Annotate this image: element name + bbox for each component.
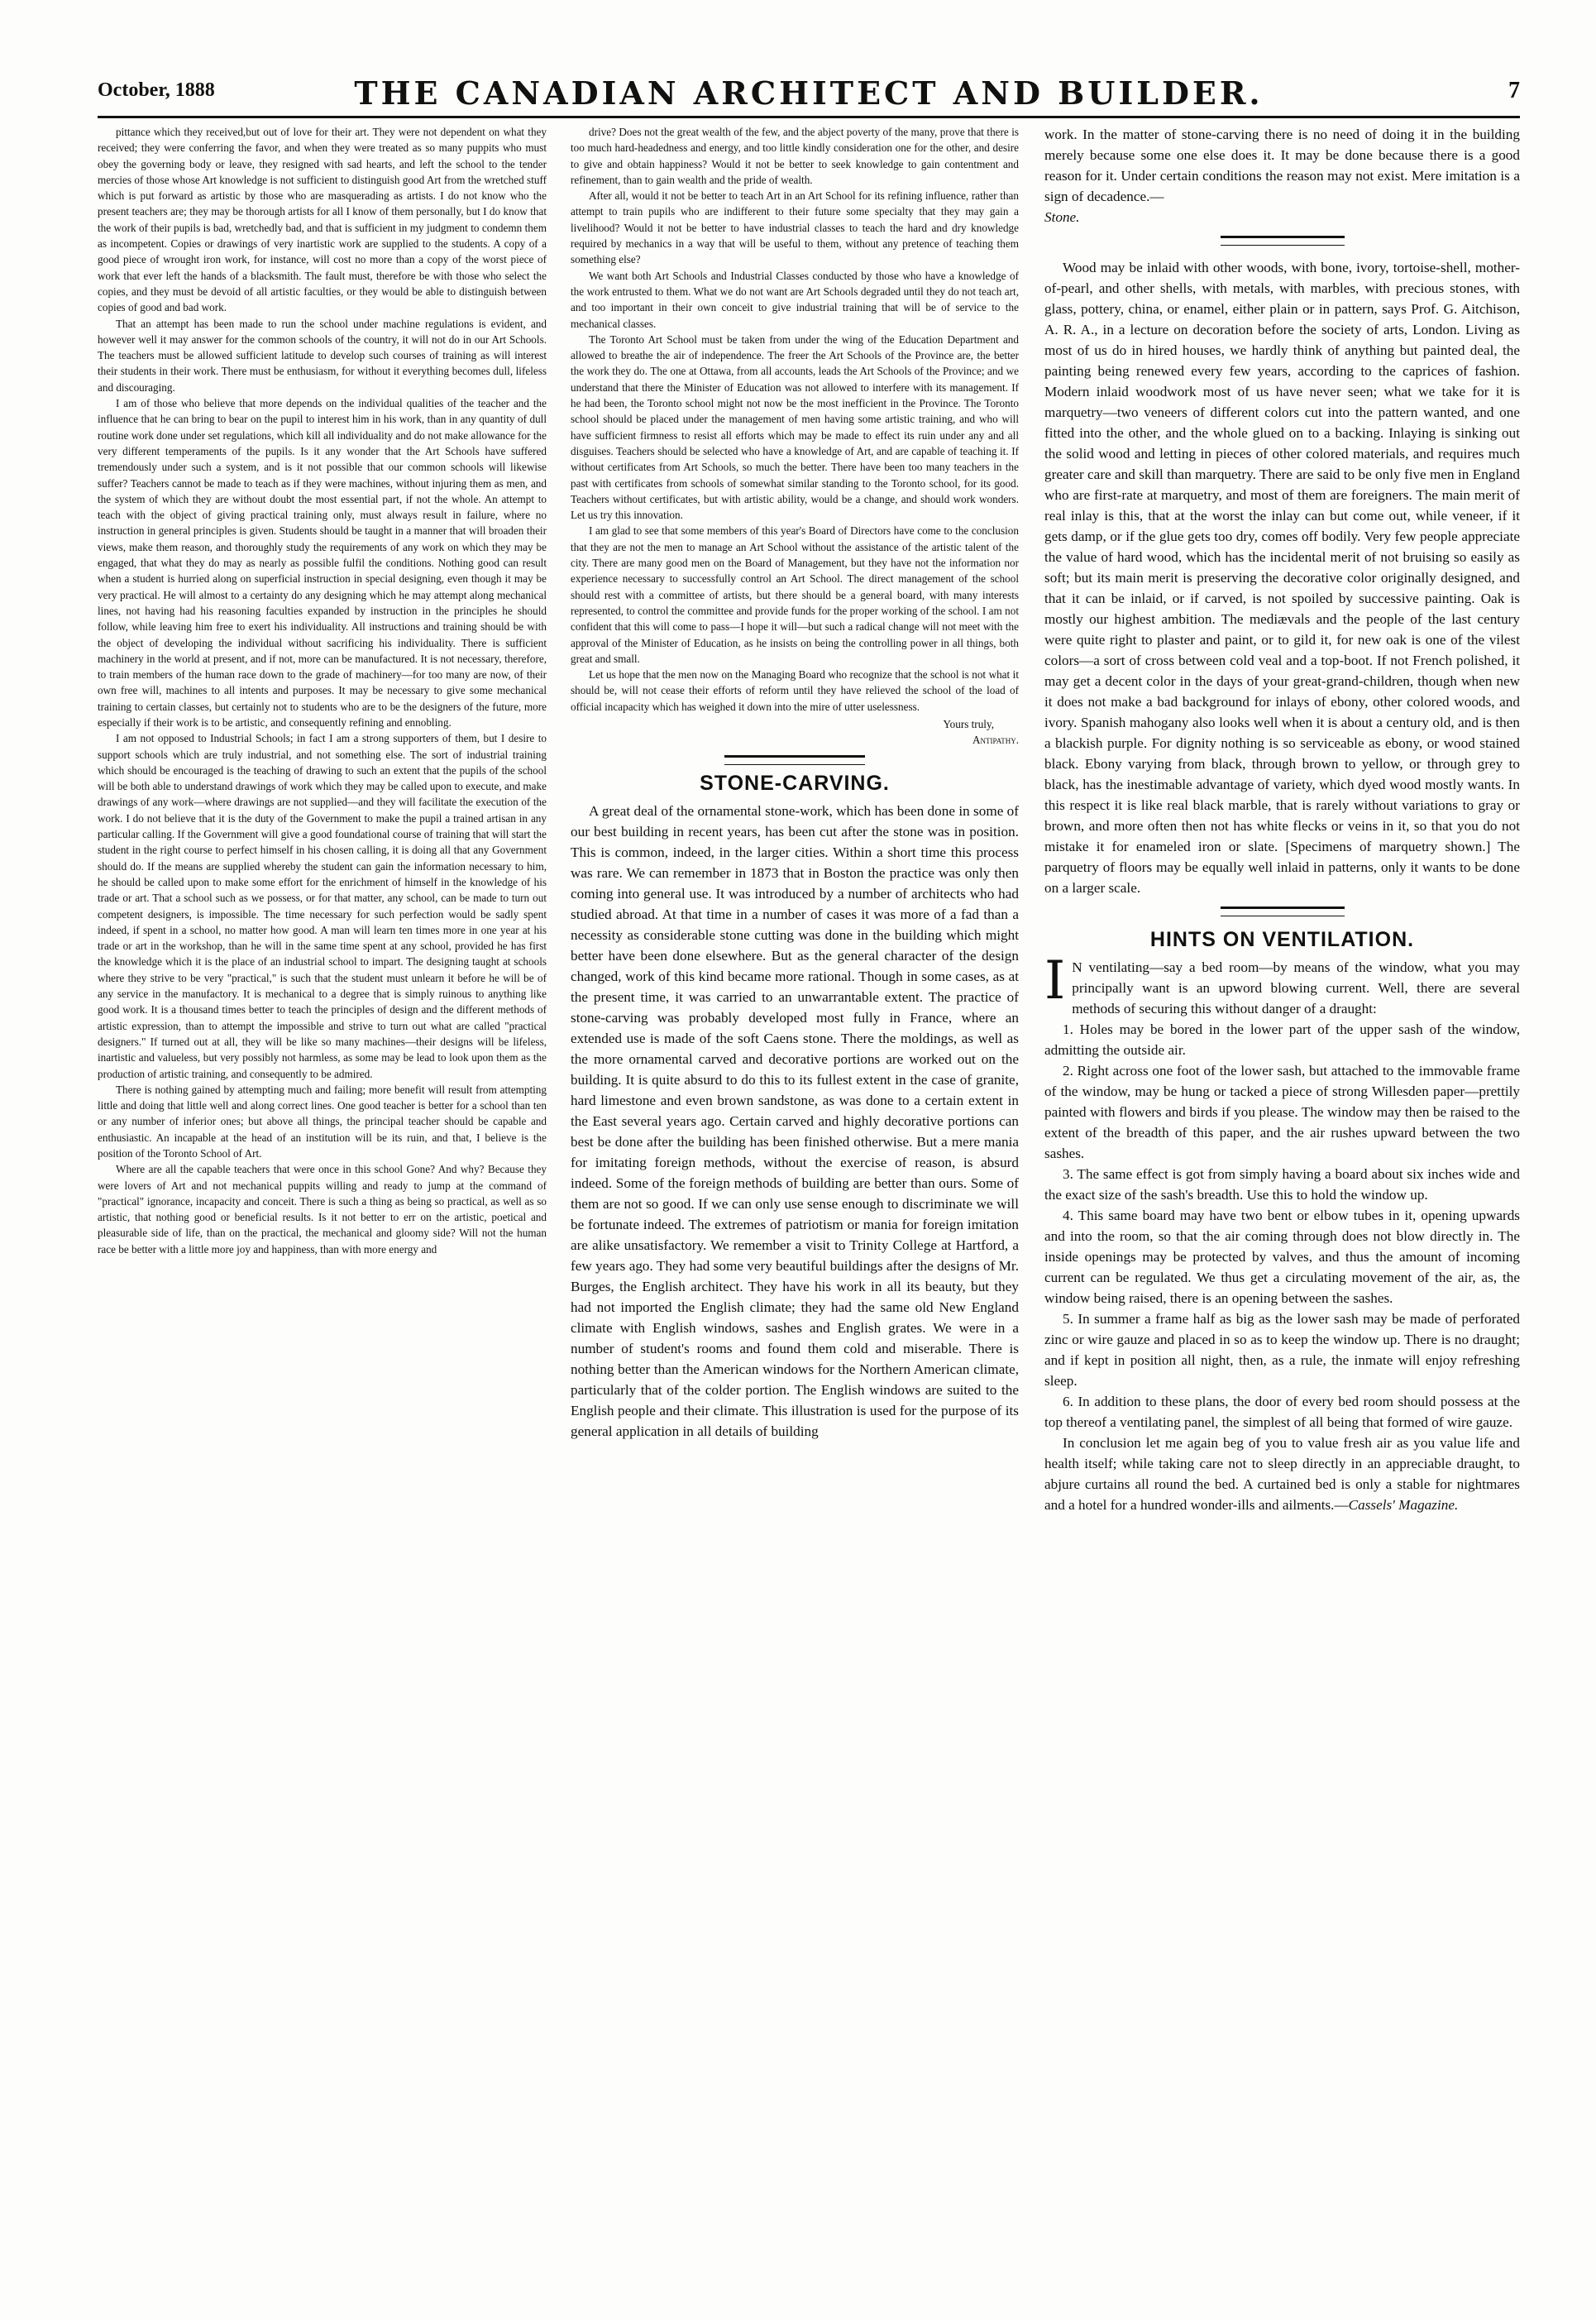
drop-cap: I — [1044, 950, 1066, 1012]
paragraph: I am glad to see that some members of this year's Board of Directors have come to the conclusion that they are not the men to manage an Art School without the assistance of the artistic talent of the city. There are many good men on the Board of Management, but they have not the information nor experience necessary to successfully control an Art School. The direct management of the school should rest with a committee of artists, but there should be a general board, with many interests represented, to control the committee and provide funds for the proper working of the school. I am not confident that this will come to pass—I hope it will—but such a radical change will not meet with the approval of the Minister of Education, as he insists on being the controlling power in all things, both great and small. — [571, 524, 1019, 665]
paragraph — [1044, 124, 1520, 227]
column-1 — [98, 124, 547, 2299]
conclusion-text: In conclusion let me again beg of you to value fresh air as you value life and health itself; while taking care not to sleep directly in an appreciable draught, to abjure curtains all round the bed. A curtained bed is only a stable for nightmares and a hotel for a hundred wonder-ills and ailments.— — [1044, 1435, 1520, 1513]
list-item: 4. This same board may have two bent or elbow tubes in it, opening upwards and into the room, so that the air coming through does not blow directly in. The inside openings may be protected by valves, and thus the amount of incoming current can be regulated. We thus get a circulating movement of the air, as, the window being raised, there is an opening between the sashes. — [1044, 1208, 1520, 1306]
issue-date: October, 1888 — [98, 79, 215, 101]
paragraph — [1044, 1433, 1520, 1515]
paragraph: I am not opposed to Industrial Schools; in fact I am a strong supporters of them, but I desire to support schools which are truly industrial, and not something else. The sort of industrial training which should be encouraged is the teaching of drawing to such an extent that the pupils of the school will be both able to understand drawings of work which they may be called upon to execute, and make drawings of any work—where drawings are not supplied—and they will facilitate the execution of the work. I do not believe that it is the duty of the Government to make the pupil a trained artisan in any particular calling. If the Government will give a good foundational course of training that will start the student in the right course to perfect himself in his chosen calling, it is doing all that any Government should do. If the means are supplied whereby the student can gain the information necessary to him, he should be called upon to make some effort for the enrichment of himself in the knowledge of his trade or art. That a school such as we possess, or for that matter, any school, can be made to turn out competent designers, is impossible. The time necessary for such perfection would be sadly spent indeed, if spent in a school, no matter how good. A man will learn ten times more in one year at his trade or art in the workshop, than he will in the same time spent at any school, provided he has first the knowledge which it is the place of an industrial school to impart. The designing taught at schools where they strive to be very "practical," is such that the student must unlearn it before he will be of any service in the manufactory. It is mechanical to a degree that is simply ruinous to anything like good work. It is a thousand times better to teach the principles of design and the different methods of artistic expression, than to attempt the impossible and strive to turn out what are called "practical designers." If turned out at all, they will be like so many machines—their designs will be lifeless, inartistic and valueless, but very possibly not harmless, as some may be lead to look upon them as the production of artistic training, and consequently to be admired. — [98, 732, 547, 1080]
paragraph: After all, would it not be better to teach Art in an Art School for its refining influence, rather than attempt to train pupils who are indifferent to their future some specialty that they may gain a livelihood? Would it not be better to have industrial classes to teach the hard and dry knowledge required by mechanics in a way that will be useful to them, without any pretence of teaching them something else? — [571, 189, 1019, 266]
list-item: 5. In summer a frame half as big as the lower sash may be made of perforated zinc or wire gauze and placed in so as to keep the window up. There is no draught; and if kept in position all night, then, as a rule, the inmate will enjoy refreshing sleep. — [1044, 1311, 1520, 1389]
letter-continuation — [571, 124, 1019, 749]
paragraph: There is nothing gained by attempting much and failing; more benefit will result from attempting little and doing that little well and along correct lines. One good teacher is better for a school than ten or any number of inferior ones; but above all things, the principal teacher should be capable and enthusiastic. An incapable at the head of an institution will be its ruin, and that, I believe is the position of the Toronto School of Art. — [98, 1083, 547, 1160]
paragraph: Wood may be inlaid with other woods, with bone, ivory, tortoise-shell, mother-of-pearl, and other shells, with metals, with marbles, with precious stones, with glass, pottery, china, or enamel, either plain or in pattern, says Prof. G. Aitchison, A. R. A., in a lecture on decoration before the society of arts, London. Living as most of us do in hired houses, we hardly think of anything but painted deal, the painting being renewed every few years, according to the caprices of fashion. Modern inlaid woodwork most of us have never seen; what we take for it is marquetry—two veneers of different colors cut into the pattern wanted, and one fitted into the other, and the whole glued on to a backing. Inlaying is sinking out the solid wood and letting in pieces of other colored materials, and requires much greater care and skill than marquetry. There are said to be only five men in England who are first-rate at marquetry, and most of them are foreigners. The main merit of real inlay is this, that at the worst the inlay can but come out, while veneer, if it gets damp, or if the glue gets too dry, comes off bodily. Very few people appreciate the value of hard wood, which has the incidental merit of not bruising so easily as soft; but its main merit is preserving the decorative color originally designed, and that it can be inlaid, or if carved, is not spoiled by successive painting. Oak is mostly our highest ambition. The mediævals and the people of the last century were quite right to plaster and paint, or to gild it, for new oak is one of the vilest colors—a sort of cross between cold veal and a top-boot. If not French polished, it may get a decent color in the days of your great-grand-children, though when new it does not make a bad background for inlays of ebony, other colored woods, and ivory. Spanish mahogany also looks well when it is about a century old, and is then a blackish purple. For dignity nothing is so serviceable as ebony, or wood stained black. Ebony varying from black, through brown to yellow, or through grey to black, has the inestimable advantage of variety, which dyed wood mostly wants. In this respect it is like real black marble, that is rarely without variations to gray or brown, and more often then not has white flecks or veins in it, so that you do not mistake it for enameled iron or slate. [Specimens of marquetry shown.] The parquetry of floors may be equally well inlaid in patterns, only it wants to be done on a larger scale. — [1044, 260, 1520, 896]
paragraph: The Toronto Art School must be taken from under the wing of the Education Department and allowed to breathe the air of independence. The freer the Art Schools of the Province are, the better the work they do. The one at Ottawa, from all accounts, leads the Art Schools of the Province; and we understand that there the Minister of Education was not allowed to interfere with its management. If he had been, the Toronto school might not now be the most inefficient in the Province. The Toronto school should be placed under the management of men having some artistic training, and who will have sufficient firmness to resist all efforts which may be made to effect its ruin under any and all disguises. Teachers should be selected who have a knowledge of Art, and are capable of teaching it. If without certificates from Art Schools, so much the better. There have been too many teachers in the past with certificates from schools of somewhat similar standing to the Toronto school, for its good. Teachers without certificates, but with artistic ability, would be a change, and should work wonders. Let us try this innovation. — [571, 332, 1019, 522]
list-item: 2. Right across one foot of the lower sash, but attached to the immovable frame of the window, may be hung or tacked a piece of strong Willesden paper—prettily painted with flowers and birds if you please. The window may then be raised to the extent of the breadth of this paper, and the air rushes upward between the two sashes. — [1044, 1063, 1520, 1161]
stone-carving-article — [571, 801, 1019, 1442]
paragraph: I am of those who believe that more depends on the individual qualities of the teacher and the influence that he can bring to bear on the pupil to interest him in his work, than in any quantity of dull routine work done under set regulations, which kill all individuality and do not make allowance for the very different temperaments of the pupils. Is it any wonder that the Art Schools have suffered tremendously under such a system, and is it not possible that our common schools will likewise suffer? Teachers cannot be made to teach as if they were machines, without injuring them as men, and the system of which they are without doubt the most essential part, if not the whole. An attempt to teach with the object of giving practical training only, must always result in failure, where no instruction in general principles is given. Students should be taught in a manner that will broaden their views, make them reason, and thoroughly study the requirements of any work on which they may be engaged, that what they do may as nearly as possible fulfil the conditions. Nothing good can result when a student is hurried along on superficial instruction in special designing, even though it may be very practical. He will almost to a certainty do any designing which he may attempt along mechanical lines, not having had his reasoning faculties expanded by instruction in the principles he should follow, while leaving him free to exert his individuality. All instructions and training should be with the object of developing the individual without sacrificing his individuality. There is sufficient machinery in the world at present, and if not, more can be manufactured. It is not necessary, therefore, to train members of the human race down to the grade of machinery—for too many are now, of their own free will, machines to all intents and purposes. It may be necessary to give some mechanical training to certain classes, but certainly not to students who are to be the designers of the future, more especially if their work is to be artistic, and consequently refining and ennobling. — [98, 397, 547, 729]
paragraph: drive? Does not the great wealth of the few, and the abject poverty of the many, prove that there is too much hard-headedness and energy, and too little kindly consideration one for the other, and desire to give and obtain happiness? Would it not be better to seek knowledge to gain contentment and refinement, than to gain wealth and the pride of wealth. — [571, 126, 1019, 186]
stone-carving-heading: STONE-CARVING. — [700, 771, 890, 795]
section-divider — [724, 755, 865, 765]
list-item: 6. In addition to these plans, the door of every bed room should possess at the top thereof a ventilating panel, the simplest of all being that formed of wire gauze. — [1044, 1394, 1520, 1430]
column-3 — [1044, 124, 1520, 2299]
masthead — [98, 74, 1520, 116]
page-number: 7 — [1508, 78, 1520, 103]
paragraph: That an attempt has been made to run the school under machine regulations is evident, and however well it may answer for the common schools of the country, it will not do in our Art Schools. The teachers must be allowed sufficient latitude to develop such courses of training as will interest their students in their work. There must be enthusiasm, for without it everything becomes dull, lifeless and discouraging. — [98, 317, 547, 394]
list-item: 3. The same effect is got from simply having a board about six inches wide and the exact size of the sash's breadth. Use this to hold the window up. — [1044, 1166, 1520, 1203]
paragraph: Where are all the capable teachers that were once in this school Gone? And why? Because they were lovers of Art and not mechanical puppits willing and ready to jump at the command of "practical" ignorance, incapacity and conceit. There is such a thing as being so practical, as well as so artistic, that nothing good or beneficial results. Is it not better to err on the artistic, poetical and pleasurable side of life, than on the practical, the mechanical and gloomy side? Will not the human race be better with a little more joy and happiness, than with more energy and — [98, 1163, 547, 1256]
section-divider — [1221, 906, 1345, 916]
section-divider — [1221, 236, 1345, 246]
stone-carving-continued — [1044, 124, 1520, 227]
paragraph: A great deal of the ornamental stone-work, which has been done in some of our best building in recent years, has been cut after the stone was in position. This is common, indeed, in the larger cities. Within a short time this process was rare. We can remember in 1873 that in Boston the practice was only then coming into general use. It was introduced by a number of architects who had studied abroad. At that time in a number of cases it was more of a fad than a necessity as considerable stone cutting was done in the building which might better have been done elsewhere. But as the general character of the design changed, work of this kind became more rational. Though in some cases, as at the present time, it was carried to an unwarrantable extent. The practice of stone-carving was probably developed most fully in France, where an extended use is made of the soft Caens stone. There the moldings, as well as the more ornamental carved and decorative portions are worked out on the building. It is quite absurd to do this to its fullest extent in the case of granite, hard limestone and even brown sandstone, as was done to a certain extent in the East several years ago. Certain carved and highly decorative portions can best be done after the building has been finished otherwise. But a mere mania for imitating foreign methods, without the exercise of reason, is absurd indeed. Some of the foreign methods of building are better than ours. Some of them are not so good. If we can only use sense enough to discriminate we will be fortunate indeed. The extremes of patriotism or mania for foreign imitation are alike unsatisfactory. We remember a visit to Trinity College at Hartford, a few years ago. They had some very beautiful buildings after the designs of Mr. Burges, the English architect. They have his work in all its beauty, but they had not imported the English climate; they had the same old New England climate with English windows, sashes and English grates. We were in a number of student's rooms and found them cold and miserable. There is nothing better than the American windows for the Northern American climate, particularly that of the colder portion. The English windows are suited to the English people and their climate. This illustration is used for the purpose of its general application in all details of building — [571, 802, 1019, 1439]
paragraph: We want both Art Schools and Industrial Classes conducted by those who have a knowledge of the work entrusted to them. What we do not want are Art Schools degraded until they do not teach art, and too important in their own conceit to give industrial training that will be of service to the mechanical classes. — [571, 269, 1019, 330]
column-2 — [571, 124, 1019, 2299]
list-item: 1. Holes may be bored in the lower part of the upper sash of the window, admitting the outside air. — [1044, 1021, 1520, 1058]
header-rule — [98, 116, 1520, 118]
wood-inlay-article — [1044, 257, 1520, 898]
letter-signoff: Yours truly, — [943, 717, 994, 730]
hints-ventilation-heading: HINTS ON VENTILATION. — [1149, 928, 1415, 951]
continued-text: work. In the matter of stone-carving there is no need of doing it in the building merely because some one else does it. It may be done because there is a good reason for it. Under certain conditions the reason may not exist. Mere imitation is a sign of decadence.— — [1044, 127, 1520, 204]
hints-ventilation-article — [1044, 950, 1520, 1515]
intro-text: N ventilating—say a bed room—by means of the window, what you may principally want is an upword blowing current. Well, there are several methods of securing this without danger of a draught: — [1072, 959, 1520, 1016]
paragraph: Let us hope that the men now on the Managing Board who recognize that the school is not what it should be, will not cease their efforts of reform until they have relieved the school of the load of official incapacity which has weighed it down into the mire of utter uselessness. — [571, 668, 1019, 713]
letter-signature: Antipathy. — [972, 734, 1019, 747]
paragraph — [1044, 950, 1520, 1019]
article-source: Stone. — [1044, 209, 1080, 225]
article-source: Cassels' Magazine. — [1348, 1497, 1459, 1513]
publication-title: THE CANADIAN ARCHITECT AND BUILDER. — [354, 74, 1264, 112]
paragraph: pittance which they received,but out of love for their art. They were not dependent on what they received; they were conferring the favor, and when they were treated as so many puppits who must obey the governing body or leave, they resigned with sad hearts, and left the school to the tender mercies of those whose Art knowledge is not sufficient to distinguish good Art from the wretched stuff which is put forward as artistic by those who are masquerading as artists. I do not know who the present teachers are; they may be thorough artists for all I know of them personally, but I do know that the work of their pupils is bad, wretchedly bad, and that is sufficient in my judgment to condemn them as incompetent. Copies or drawings of very inartistic work are supplied to the students. A copy of a good piece of wrought iron work, for instance, will cost no more than a copy of the worst piece of work that ever left the hands of a blacksmith. The fault must, therefore be with those who select the copies, and they must be devoid of all artistic faculties, or they would be able to distinguish between copies of good and bad work. — [98, 126, 547, 314]
